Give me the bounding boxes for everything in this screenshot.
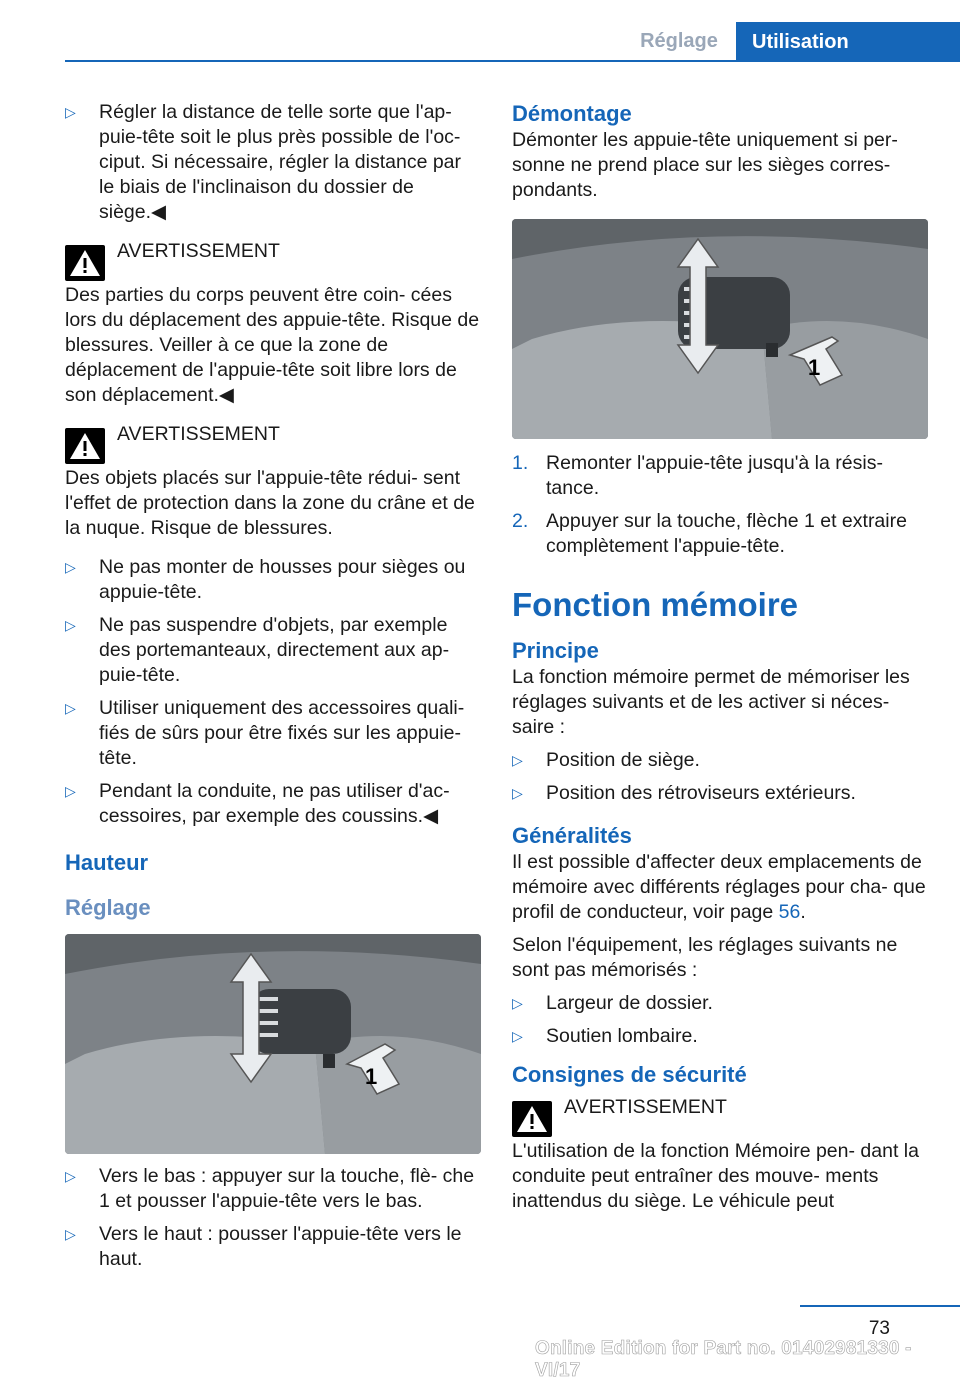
header-tab-utilisation: Utilisation: [736, 22, 960, 62]
header-rule: [65, 60, 960, 62]
headrest-illustration: [65, 934, 481, 1154]
list-item: ▷ Vers le haut : pousser l'appuie-tête vers le haut.: [65, 1223, 462, 1270]
warning-title: AVERTISSEMENT: [117, 240, 280, 262]
triangle-bullet-icon: ▷: [512, 1028, 523, 1044]
list-item: ▷ Largeur de dossier.: [512, 992, 713, 1014]
triangle-bullet-icon: ▷: [65, 1168, 76, 1184]
warning-block: [512, 1095, 928, 1214]
principe-text: La fonction mémoire permet de mémoriser les réglages suivants et de les activer si néces‐ saire :: [512, 666, 910, 738]
warning-block: [65, 422, 481, 541]
subsection-title-principe: Principe: [512, 638, 599, 663]
triangle-bullet-icon: ▷: [65, 104, 76, 120]
subsection-title-generalites: Généralités: [512, 823, 632, 848]
section-title-fonction-memoire: Fonction mémoire: [512, 586, 799, 623]
list-item: ▷ Soutien lombaire.: [512, 1025, 698, 1047]
warning-title: AVERTISSEMENT: [564, 1096, 727, 1118]
selon-text: Selon l'équipement, les réglages suivants ne sont pas mémorisés :: [512, 934, 898, 981]
list-item: ▷ Régler la distance de telle sorte que l'ap‐ puie-tête soit le plus près possible de l'oc‐ ciput. Si nécessaire, régler la distance par le biais de l'inclinaison du dossier de siège.◀: [65, 101, 462, 223]
warning-icon: [512, 1101, 552, 1137]
list-item: ▷ Position de siège.: [512, 749, 700, 771]
triangle-bullet-icon: ▷: [65, 617, 76, 633]
subsection-title-reglage: Réglage: [65, 895, 151, 920]
right-column: [512, 100, 928, 1228]
list-item: 1. Remonter l'appuie-tête jusqu'à la résis‐ tance.: [512, 452, 883, 499]
warning-icon: [65, 245, 105, 281]
section-title-hauteur: Hauteur: [65, 850, 149, 875]
warning-text: Des parties du corps peuvent être coin‐ cées lors du déplacement des appuie-tête. Risque de blessures. Veiller à ce que la zone de déplacement de l'appuie-tête soit libre lors de son déplacement.◀: [65, 284, 480, 406]
triangle-bullet-icon: ▷: [512, 995, 523, 1011]
generalites-text: Il est possible d'affecter deux emplacements de mémoire avec différents réglages pour cha‐ que profil de conducteur, voir page 56.: [512, 851, 926, 923]
triangle-bullet-icon: ▷: [512, 785, 523, 801]
page-link[interactable]: 56: [778, 901, 801, 923]
warning-text: L'utilisation de la fonction Mémoire pen‐ dant la conduite peut entraîner des mouve‐ ments inattendus du siège. Le véhicule peut: [512, 1140, 919, 1212]
list-item: ▷ Ne pas monter de housses pour sièges ou appuie-tête.: [65, 556, 466, 603]
list-item: ▷ Ne pas suspendre d'objets, par exemple des portemanteaux, directement aux ap‐ puie-tête.: [65, 614, 450, 686]
list-item: 2. Appuyer sur la touche, flèche 1 et extraire complètement l'appuie-tête.: [512, 510, 907, 557]
warning-text: Des objets placés sur l'appuie-tête rédui‐ sent l'effet de protection dans la zone du crâne et de la nuque. Risque de blessures.: [65, 467, 475, 539]
left-column: [65, 100, 481, 1280]
callout-label: 1: [808, 355, 821, 380]
header-tab-reglage: Réglage: [640, 30, 718, 52]
page-number: 73: [868, 1318, 890, 1339]
triangle-bullet-icon: ▷: [65, 559, 76, 575]
footer-rule: [800, 1305, 960, 1307]
triangle-bullet-icon: ▷: [512, 752, 523, 768]
demontage-text: Démonter les appuie-tête uniquement si per‐ sonne ne prend place sur les sièges corres‐ pondants.: [512, 129, 898, 201]
list-item: ▷ Position des rétroviseurs extérieurs.: [512, 782, 856, 804]
section-title-demontage: Démontage: [512, 101, 632, 126]
triangle-bullet-icon: ▷: [65, 1226, 76, 1242]
triangle-bullet-icon: ▷: [65, 700, 76, 716]
triangle-bullet-icon: ▷: [65, 783, 76, 799]
subsection-title-consignes: Consignes de sécurité: [512, 1062, 747, 1087]
callout-label: 1: [365, 1064, 378, 1089]
list-item: ▷ Pendant la conduite, ne pas utiliser d'ac‐ cessoires, par exemple des coussins.◀: [65, 780, 450, 827]
warning-icon: [65, 428, 105, 464]
warning-block: [65, 239, 481, 408]
headrest-removal-illustration: [512, 219, 928, 439]
list-item: ▷ Vers le bas : appuyer sur la touche, flè‐ che 1 et pousser l'appuie-tête vers le bas.: [65, 1165, 475, 1212]
list-item: ▷ Utiliser uniquement des accessoires quali‐ fiés de sûrs pour être fixés sur les appuie-tête.: [65, 697, 465, 769]
warning-title: AVERTISSEMENT: [117, 423, 280, 445]
footer-edition: Online Edition for Part no. 01402981330 - VI/17: [535, 1338, 912, 1381]
